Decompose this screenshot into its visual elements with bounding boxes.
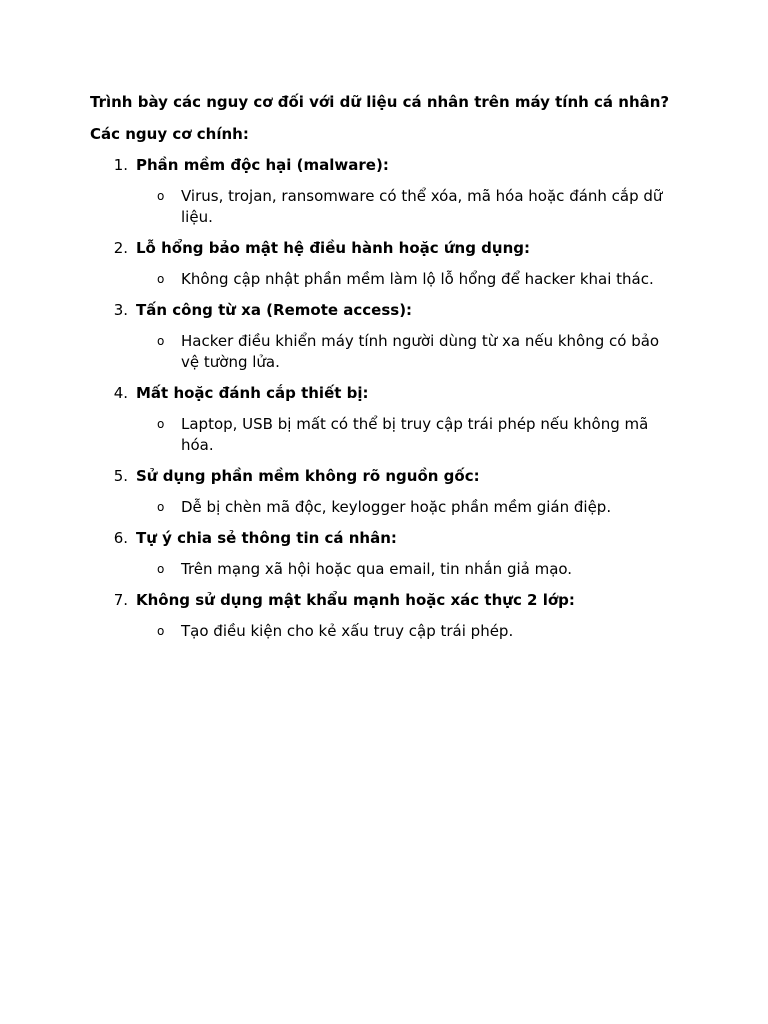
list-item xyxy=(0,300,768,373)
item-title: Phần mềm độc hại (malware): xyxy=(136,156,389,174)
list-item xyxy=(0,466,768,518)
sub-item xyxy=(0,269,768,290)
bullet-icon: o xyxy=(157,500,165,514)
list-item xyxy=(0,383,768,456)
sub-item xyxy=(0,497,768,518)
bullet-icon: o xyxy=(157,562,165,576)
risk-list xyxy=(0,155,768,652)
item-title: Lỗ hổng bảo mật hệ điều hành hoặc ứng dụng: xyxy=(136,239,531,257)
item-title: Sử dụng phần mềm không rõ nguồn gốc: xyxy=(136,467,480,485)
item-detail: Laptop, USB bị mất có thể bị truy cập trái phép nếu không mã hóa. xyxy=(181,415,649,454)
item-number: 2. xyxy=(113,239,128,257)
item-number: 4. xyxy=(113,384,128,402)
item-title: Tự ý chia sẻ thông tin cá nhân: xyxy=(136,529,397,547)
bullet-icon: o xyxy=(157,417,165,431)
item-detail: Không cập nhật phần mềm làm lộ lỗ hổng để hacker khai thác. xyxy=(181,270,654,288)
item-detail: Tạo điều kiện cho kẻ xấu truy cập trái phép. xyxy=(181,622,514,640)
item-title: Mất hoặc đánh cắp thiết bị: xyxy=(136,384,369,402)
question-heading: Trình bày các nguy cơ đối với dữ liệu cá nhân trên máy tính cá nhân? xyxy=(90,93,670,111)
item-detail: Trên mạng xã hội hoặc qua email, tin nhắn giả mạo. xyxy=(181,560,573,578)
bullet-icon: o xyxy=(157,334,165,348)
item-detail: Hacker điều khiển máy tính người dùng từ xa nếu không có bảo vệ tường lửa. xyxy=(181,332,660,371)
sub-item xyxy=(0,414,768,456)
item-title: Tấn công từ xa (Remote access): xyxy=(136,301,413,319)
section-heading: Các nguy cơ chính: xyxy=(90,125,249,143)
sub-item xyxy=(0,331,768,373)
list-item xyxy=(0,238,768,290)
item-number: 5. xyxy=(113,467,128,485)
sub-item xyxy=(0,621,768,642)
item-number: 6. xyxy=(113,529,128,547)
item-detail: Dễ bị chèn mã độc, keylogger hoặc phần mềm gián điệp. xyxy=(181,498,612,516)
bullet-icon: o xyxy=(157,272,165,286)
bullet-icon: o xyxy=(157,189,165,203)
list-item xyxy=(0,590,768,642)
item-number: 3. xyxy=(113,301,128,319)
sub-item xyxy=(0,559,768,580)
bullet-icon: o xyxy=(157,624,165,638)
item-title: Không sử dụng mật khẩu mạnh hoặc xác thực 2 lớp: xyxy=(136,591,575,609)
item-detail: Virus, trojan, ransomware có thể xóa, mã hóa hoặc đánh cắp dữ liệu. xyxy=(181,187,663,226)
list-item xyxy=(0,528,768,580)
item-number: 1. xyxy=(113,156,128,174)
list-item xyxy=(0,155,768,228)
sub-item xyxy=(0,186,768,228)
item-number: 7. xyxy=(113,591,128,609)
